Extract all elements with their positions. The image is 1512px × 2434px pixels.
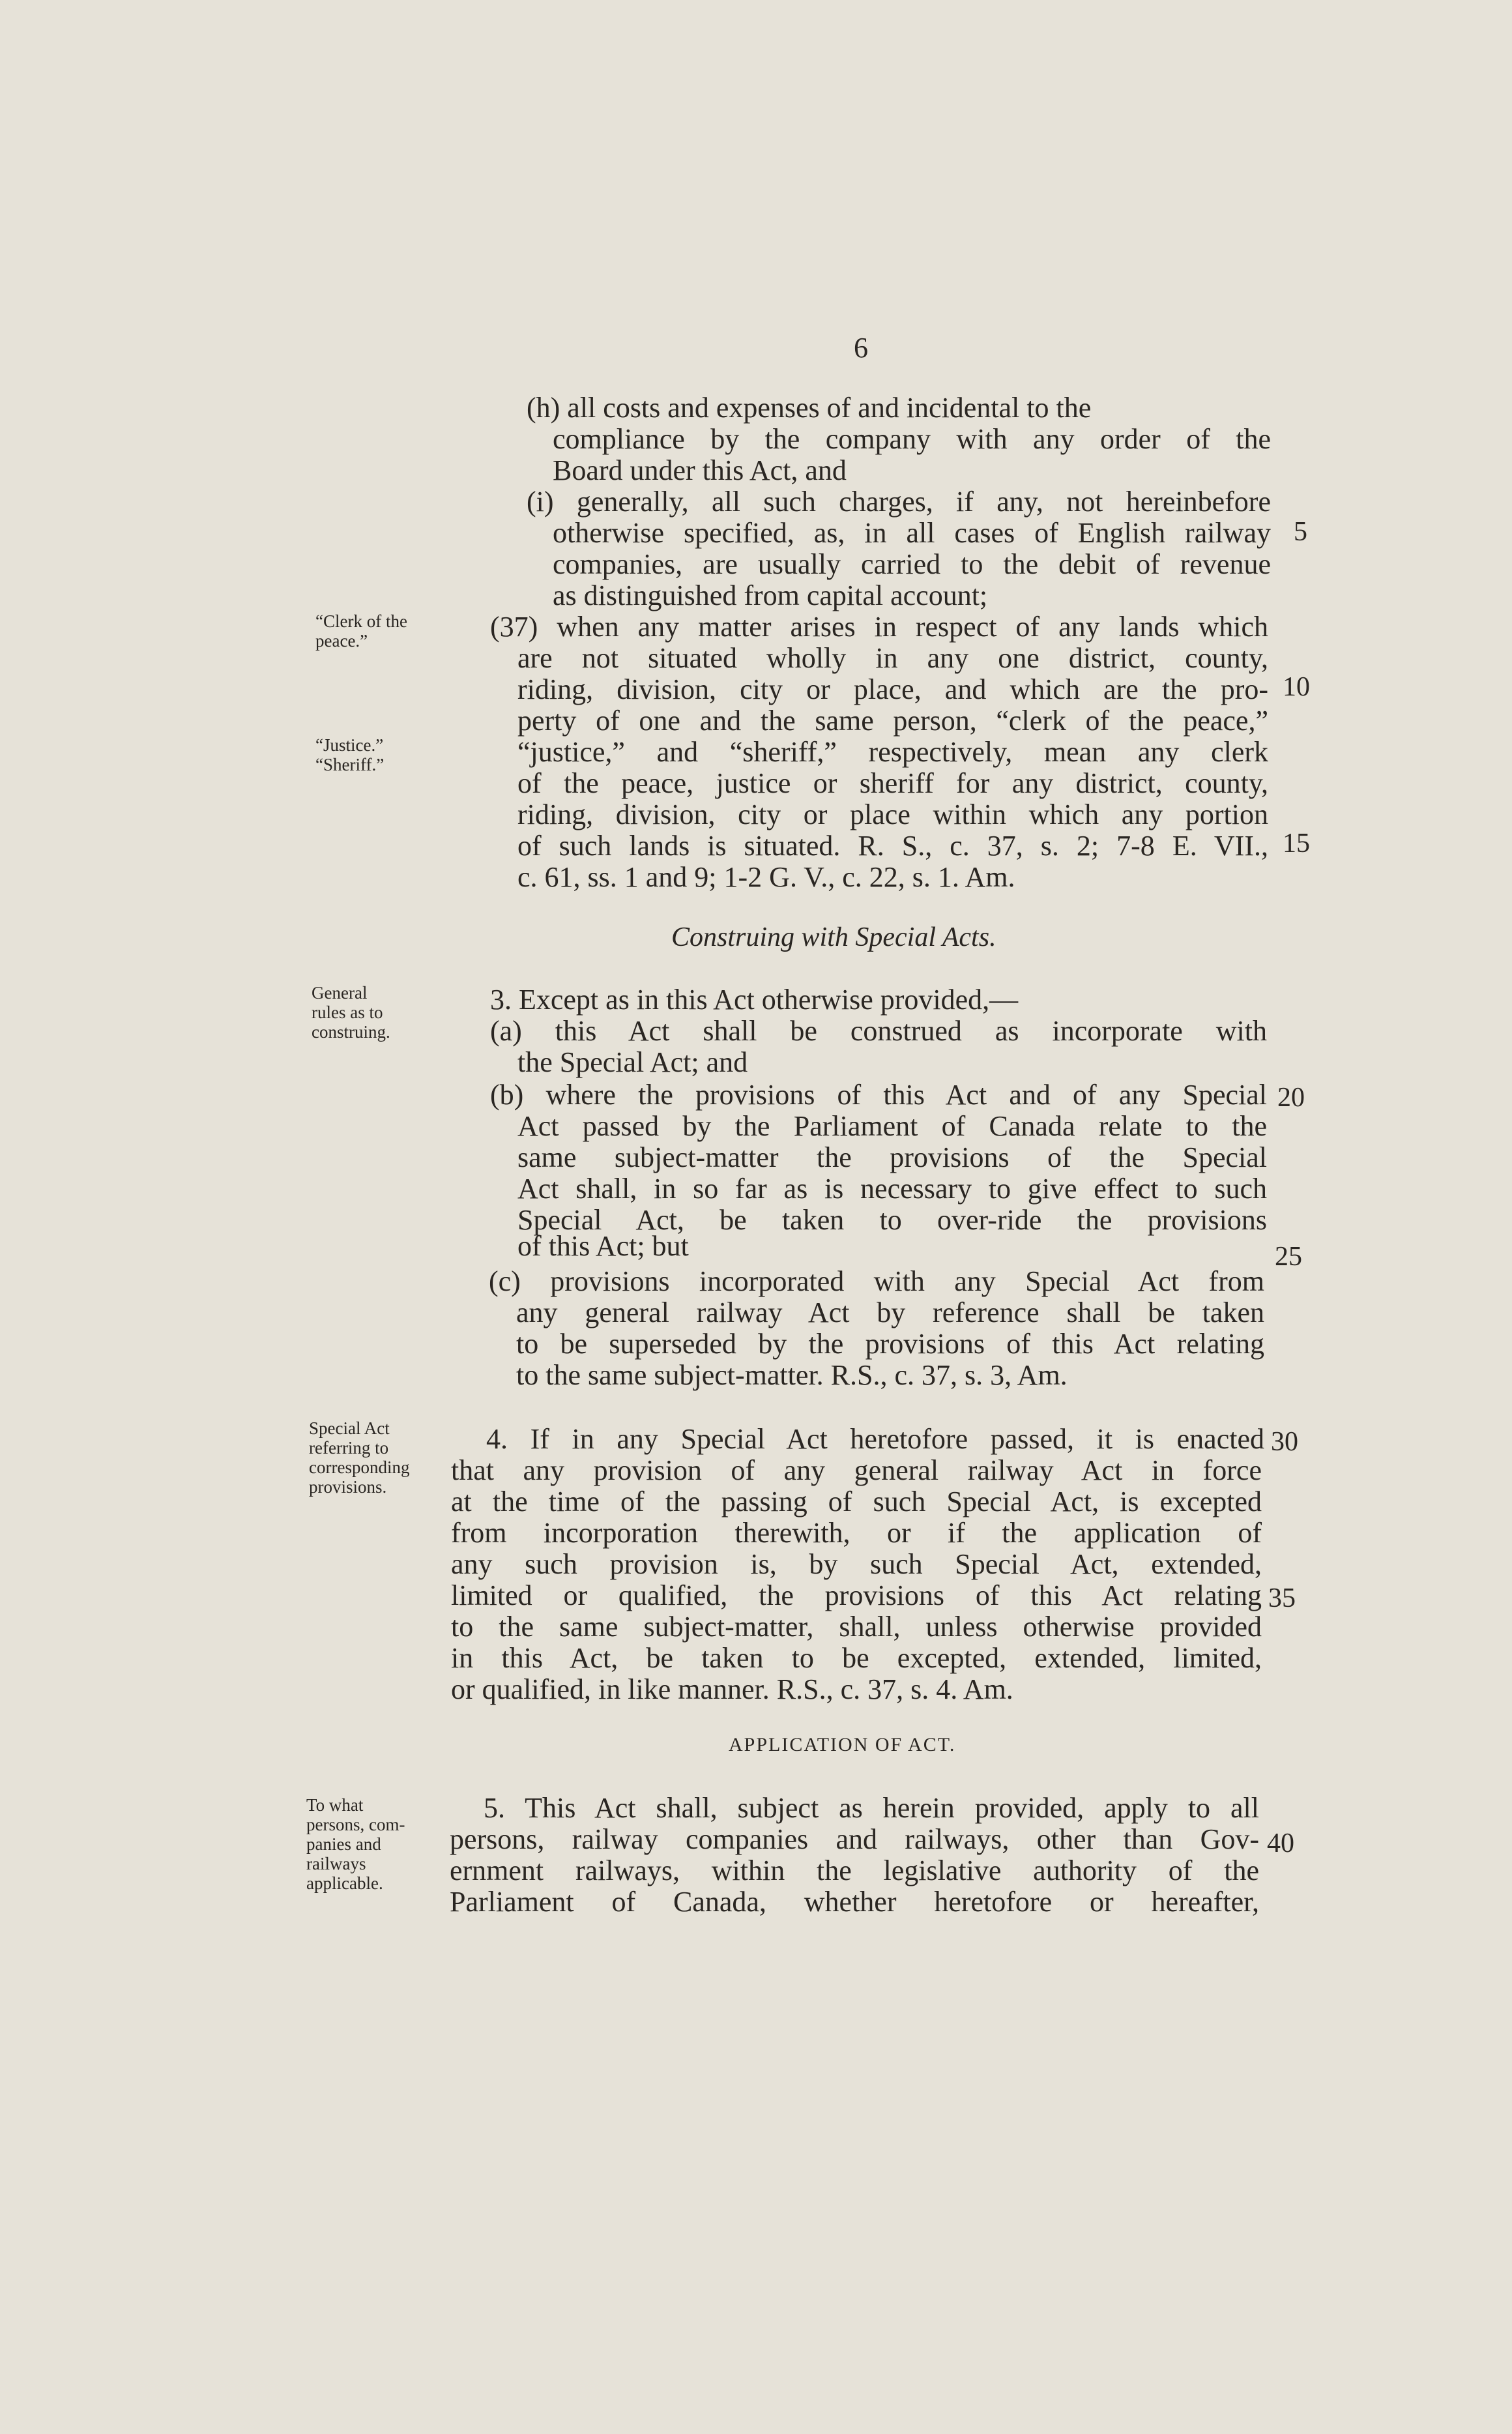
margin-note: “Sheriff.” [315, 755, 385, 774]
margin-note: referring to [309, 1438, 389, 1458]
text-line: companies, are usually carried to the debit of revenue [553, 548, 1271, 580]
margin-note: construing. [312, 1022, 390, 1042]
text-line: that any provision of any general railway Act in force [451, 1454, 1262, 1486]
margin-note: applicable. [306, 1873, 383, 1893]
section-heading: Construing with Special Acts. [671, 922, 996, 952]
page-number: 6 [854, 332, 868, 364]
margin-note: peace.” [315, 631, 368, 651]
text-line: (h) all costs and expenses of and incidental to the [527, 392, 1092, 424]
margin-note: To what [306, 1795, 364, 1815]
text-line: (a) this Act shall be construed as incorporate with [490, 1015, 1267, 1047]
line-number: 40 [1267, 1828, 1294, 1858]
margin-note: “Justice.” [315, 735, 384, 755]
text-line: 3. Except as in this Act otherwise provided,— [490, 984, 1019, 1016]
margin-note: corresponding [309, 1458, 410, 1477]
text-line: to be superseded by the provisions of this Act relating [516, 1328, 1264, 1360]
text-line: to the same subject-matter, shall, unless otherwise provided [451, 1611, 1262, 1643]
margin-note: panies and [306, 1834, 381, 1854]
text-line: at the time of the passing of such Special Act, is excepted [451, 1486, 1262, 1518]
text-line: riding, division, city or place within which any portion [517, 799, 1268, 830]
text-line: otherwise specified, as, in all cases of English railway [553, 517, 1271, 549]
line-number: 35 [1268, 1583, 1296, 1613]
text-line: Board under this Act, and [553, 454, 847, 486]
margin-note: “Clerk of the [315, 611, 407, 631]
text-line: compliance by the company with any order of the [553, 423, 1271, 455]
text-line: (b) where the provisions of this Act and of any Special [490, 1079, 1267, 1111]
margin-note: General [312, 983, 368, 1003]
text-line: limited or qualified, the provisions of this Act relating [451, 1579, 1262, 1611]
text-line: (37) when any matter arises in respect of any lands which [490, 611, 1268, 643]
text-line: of such lands is situated. R. S., c. 37, s. 2; 7-8 E. VII., [517, 830, 1268, 862]
text-line: Special Act, be taken to over-ride the provisions [517, 1204, 1267, 1236]
text-line: perty of one and the same person, “clerk of the peace,” [517, 705, 1268, 737]
text-line: c. 61, ss. 1 and 9; 1-2 G. V., c. 22, s. 1. Am. [517, 861, 1015, 893]
line-number: 30 [1271, 1427, 1298, 1457]
text-line: persons, railway companies and railways, other than Gov- [450, 1823, 1259, 1855]
text-line: Parliament of Canada, whether heretofore or hereafter, [450, 1886, 1259, 1918]
text-line: (i) generally, all such charges, if any, not hereinbefore [527, 486, 1271, 518]
text-line: ernment railways, within the legislative authority of the [450, 1855, 1259, 1886]
line-number: 20 [1277, 1083, 1305, 1113]
text-line: (c) provisions incorporated with any Special Act from [489, 1265, 1264, 1297]
line-number: 15 [1283, 828, 1310, 858]
text-line: riding, division, city or place, and which are the pro- [517, 673, 1268, 705]
text-line: any such provision is, by such Special Act, extended, [451, 1548, 1262, 1580]
line-number: 5 [1294, 517, 1307, 547]
text-line: as distinguished from capital account; [553, 579, 988, 611]
text-line: are not situated wholly in any one district, county, [517, 642, 1268, 674]
text-line: 4. If in any Special Act heretofore passed, it is enacted [486, 1423, 1264, 1455]
text-line: 5. This Act shall, subject as herein provided, apply to all [484, 1792, 1259, 1824]
section-heading: APPLICATION OF ACT. [729, 1734, 956, 1755]
text-line: any general railway Act by reference shall be taken [516, 1297, 1264, 1328]
margin-note: provisions. [309, 1477, 387, 1497]
line-number: 25 [1275, 1242, 1302, 1272]
text-line: Act shall, in so far as is necessary to give effect to such [517, 1173, 1267, 1205]
text-line: same subject-matter the provisions of the Special [517, 1141, 1267, 1173]
text-line: in this Act, be taken to be excepted, extended, limited, [451, 1642, 1262, 1674]
margin-note: persons, com- [306, 1815, 405, 1834]
text-line: “justice,” and “sheriff,” respectively, mean any clerk [517, 736, 1268, 768]
margin-note: Special Act [309, 1418, 390, 1438]
margin-note: rules as to [312, 1003, 383, 1022]
margin-note: railways [306, 1854, 366, 1873]
text-line: of the peace, justice or sheriff for any district, county, [517, 767, 1268, 799]
text-line: the Special Act; and [517, 1046, 748, 1078]
text-line: to the same subject-matter. R.S., c. 37, s. 3, Am. [516, 1359, 1068, 1391]
text-line: of this Act; but [517, 1230, 689, 1262]
text-line: from incorporation therewith, or if the application of [451, 1517, 1262, 1549]
text-line: or qualified, in like manner. R.S., c. 37, s. 4. Am. [451, 1673, 1013, 1705]
line-number: 10 [1283, 672, 1310, 702]
text-line: Act passed by the Parliament of Canada relate to the [517, 1110, 1267, 1142]
